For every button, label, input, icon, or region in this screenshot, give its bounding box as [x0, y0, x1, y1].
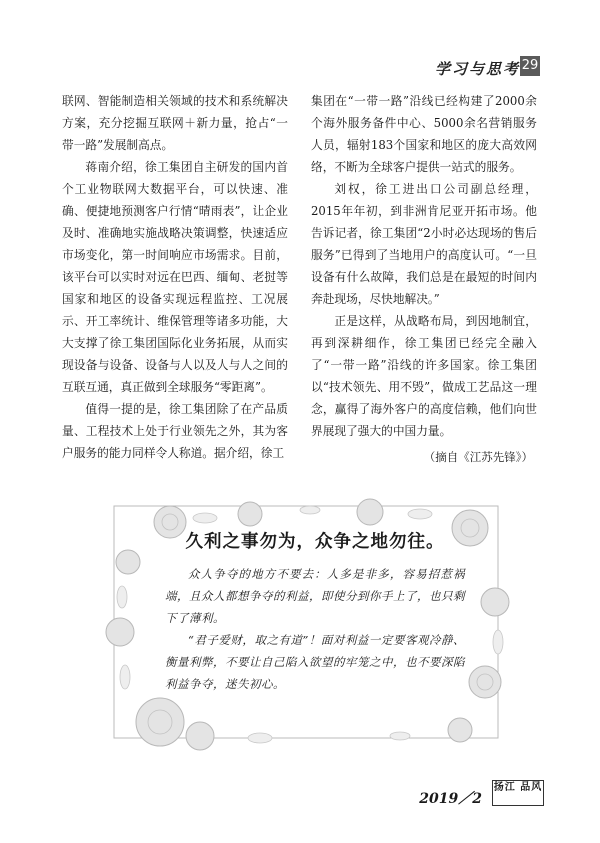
paragraph: 正是这样，从战略布局，到因地制宜，再到深耕细作，徐工集团已经完全融入了“一带一路”沿线的许多国家。徐工集团以“技术领先、用不毁”，做成工艺品这一理念，赢得了海外客户的高度信赖，他们向世界展现了强大的中国力量。 [311, 314, 537, 438]
quote-title: 久利之事勿为，众争之地勿往。 [185, 532, 445, 552]
paragraph: 蒋南介绍，徐工集团自主研发的国内首个工业物联网大数据平台，可以快速、准确、便捷地预测客户行情“晴雨表”，让企业及时、准确地实施战略决策调整，快速适应市场变化，第一时间响应市场需求。目前，该平台可以实时对远在巴西、缅甸、老挝等国家和地区的设备实现远程监控、工况展示、开工率统计、维保管理等诸多功能，大大支撑了徐工集团国际化业务拓展，从而实现设备与设备、设备与人以及人与人之间的互联互通，真正做到全球服务“零距离”。 [62, 160, 288, 394]
issue-number: 2019／2 [419, 791, 482, 807]
quote-box [165, 528, 465, 695]
quote-paragraph: “君子爱财，取之有道”！面对利益一定要客观冷静、衡量利弊，不要让自己陷入欲望的牢笼之中，也不要深陷利益争夺，迷失初心。 [165, 633, 465, 691]
quote-paragraph: 众人争夺的地方不要去：人多是非多，容易招惹祸端，且众人都想争夺的利益，即使分到你手上了，也只剩下了薄利。 [165, 567, 465, 625]
paragraph: 集团在“一带一路”沿线已经构建了2000余个海外服务备件中心、5000余名营销服务人员，辐射183个国家和地区的庞大高效网络，不断为全球客户提供一站式的服务。 [311, 94, 537, 174]
right-column [311, 90, 537, 468]
paragraph: 联网、智能制造相关领域的技术和系统解决方案，充分挖掘互联网＋新力量，抢占“一带一路”发展制高点。 [62, 94, 288, 152]
paragraph: 刘权，徐工进出口公司副总经理，2015年年初，到非洲肯尼亚开拓市场。他告诉记者，徐工集团“2小时必达现场的售后服务”已得到了当地用户的高度认可。“一旦设备有什么故障，我们总是在最短的时间内奔赴现场，尽快地解决。” [311, 182, 537, 306]
page-footer [384, 780, 544, 808]
paragraph: 值得一提的是，徐工集团除了在产品质量、工程技术上处于行业领先之外，其为客户服务的能力同样令人称道。据介绍，徐工 [62, 402, 288, 460]
magazine-logo: 扬江 品风 [492, 780, 544, 806]
left-column [62, 90, 288, 464]
section-title: 学习与思考 [434, 60, 520, 78]
page-header [0, 56, 600, 80]
page-number: 29 [520, 56, 540, 76]
source-citation: （摘自《江苏先锋》） [423, 450, 533, 464]
